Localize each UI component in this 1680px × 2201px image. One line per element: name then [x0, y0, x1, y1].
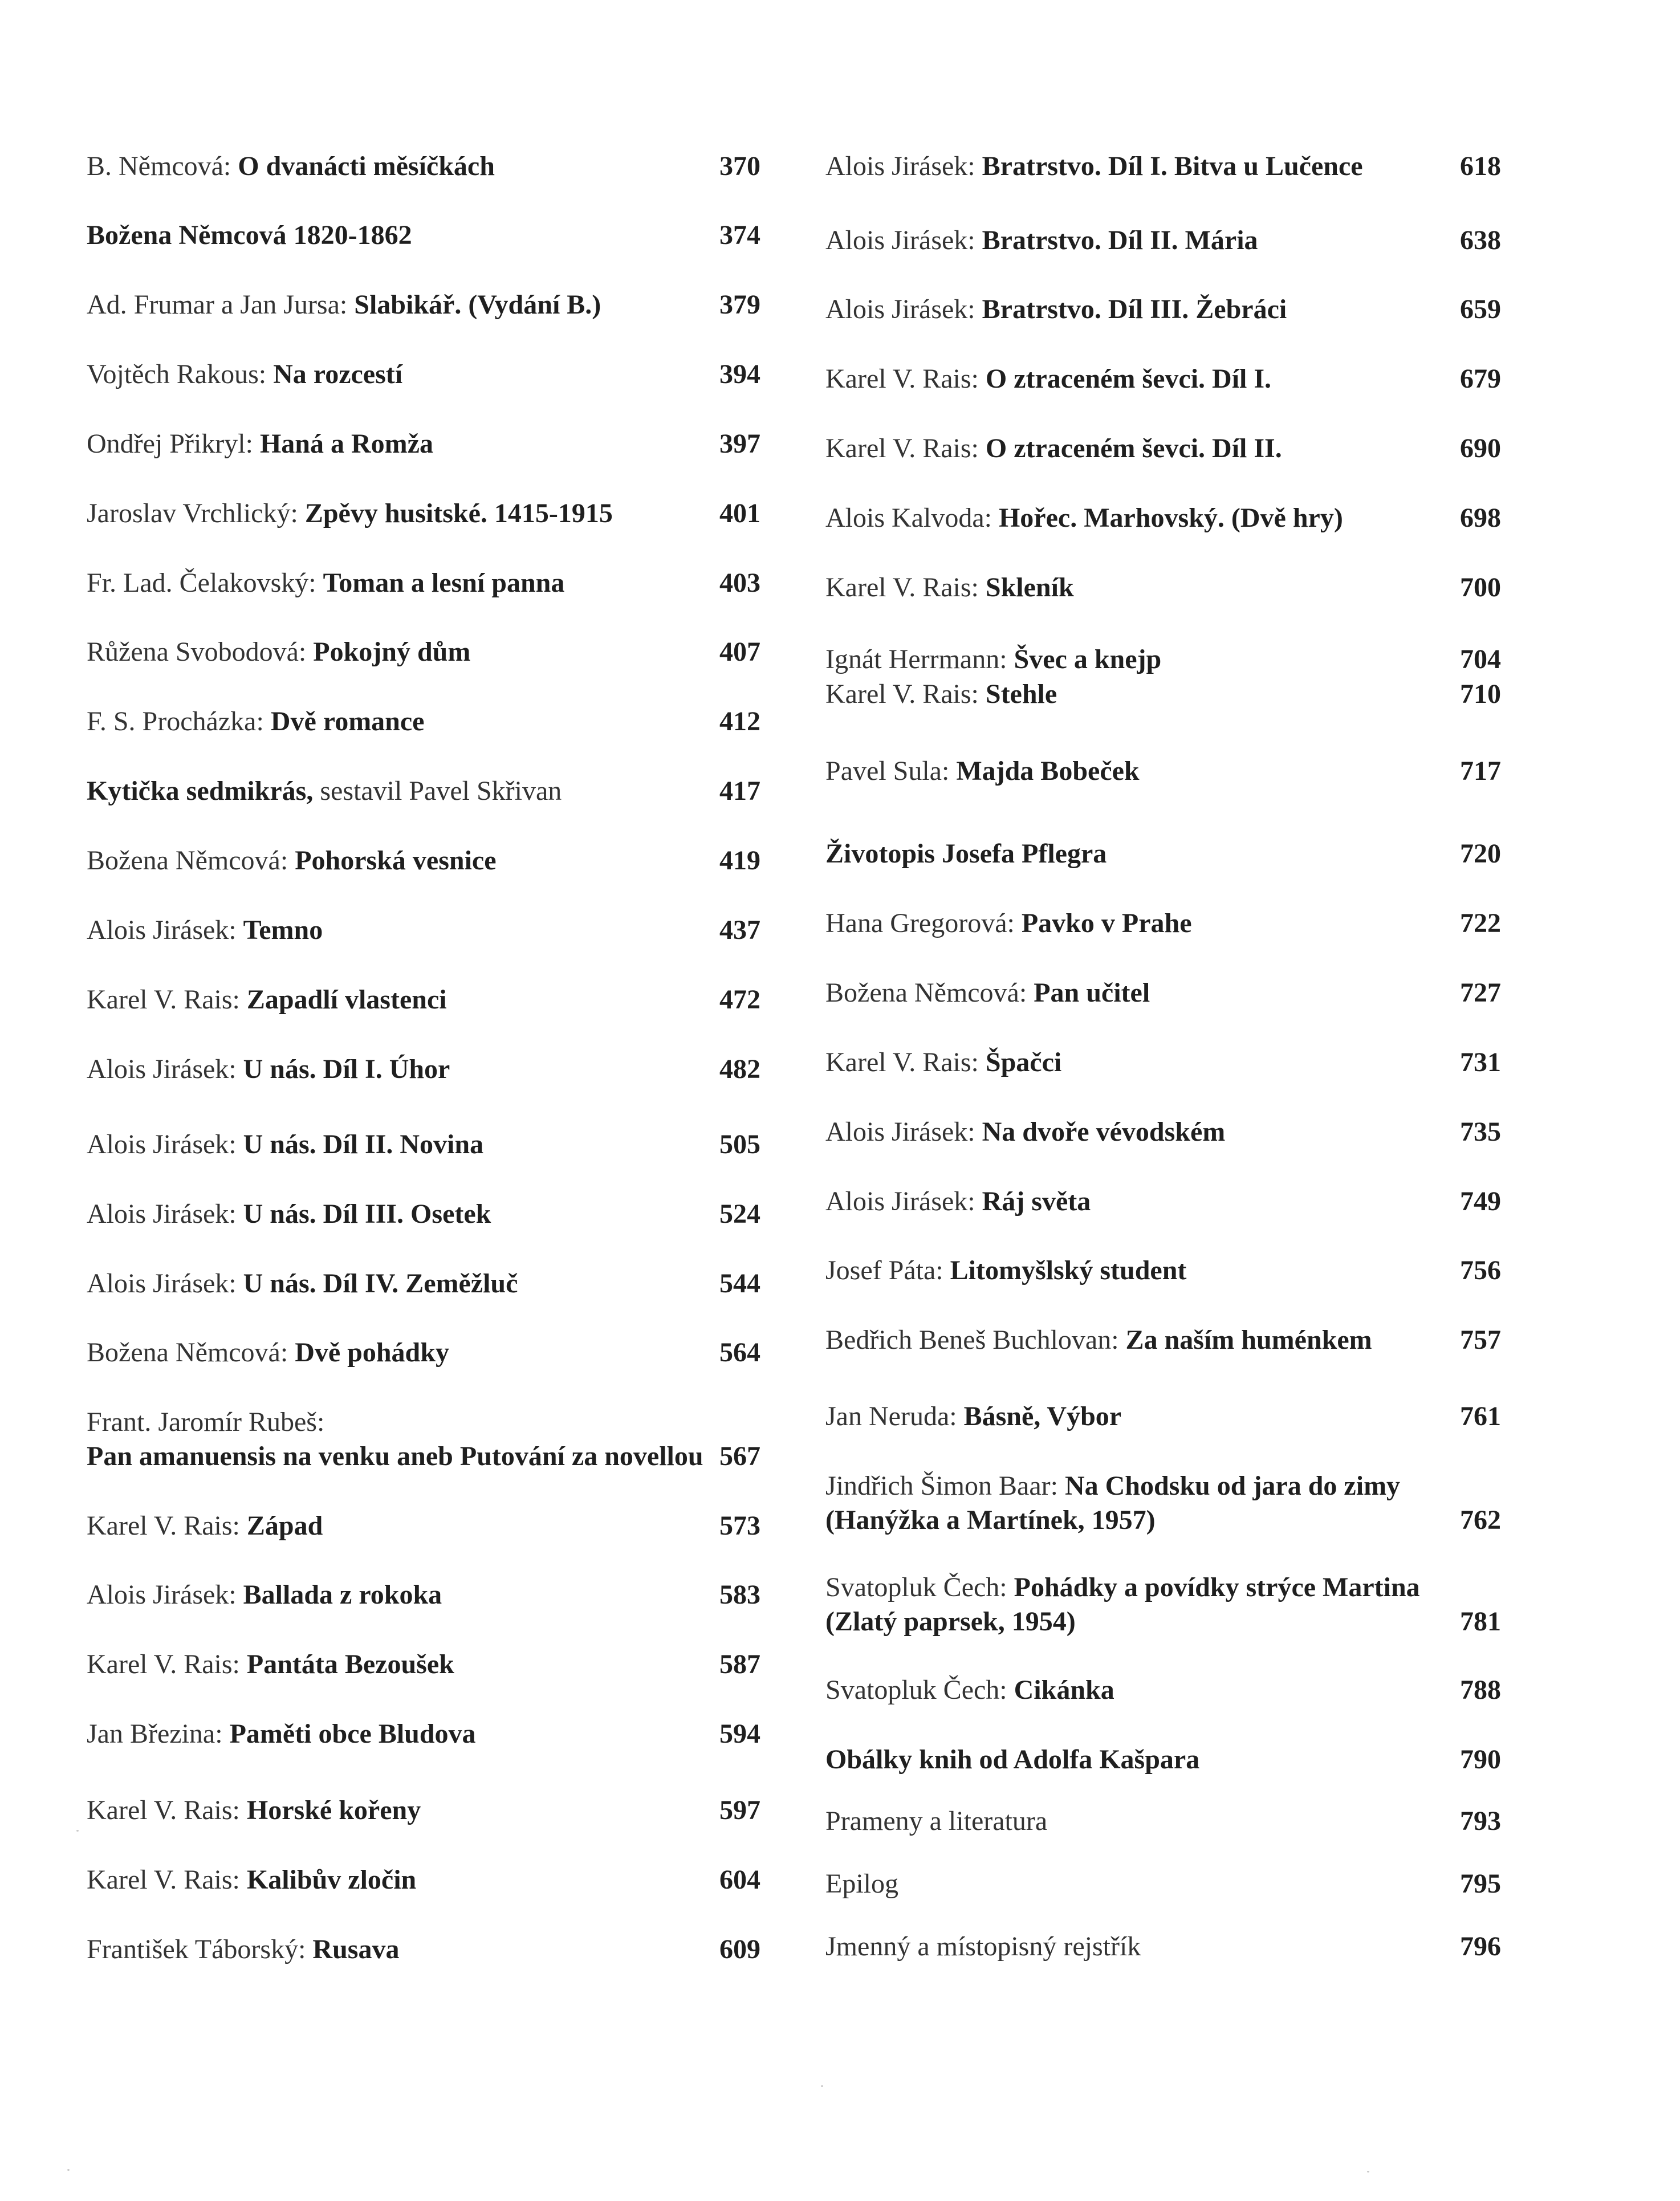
toc-title: Pan učitel	[1034, 978, 1150, 1008]
toc-page-number: 700	[1460, 572, 1501, 603]
toc-entry-line	[87, 1128, 760, 1162]
toc-author: Karel V. Rais:	[825, 364, 986, 394]
toc-entry	[87, 913, 760, 947]
toc-author: Ignát Herrmann:	[825, 644, 1014, 674]
toc-author: Alois Jirásek:	[87, 1054, 243, 1084]
toc-entry	[87, 1405, 760, 1474]
toc-entry-line	[87, 1578, 760, 1612]
toc-entry	[825, 837, 1501, 871]
toc-title: Božena Němcová 1820-1862	[87, 220, 412, 250]
toc-author: Jindřich Šimon Baar:	[825, 1471, 1065, 1501]
toc-entry-line	[825, 1804, 1501, 1838]
toc-entry	[825, 1115, 1501, 1149]
toc-entry	[825, 1469, 1501, 1537]
toc-entry-line	[825, 754, 1501, 788]
toc-title: Skleník	[985, 572, 1074, 603]
toc-page-number: 704	[1460, 644, 1501, 674]
toc-author: Karel V. Rais:	[825, 1047, 986, 1077]
toc-entry	[825, 754, 1501, 788]
toc-entry	[825, 1571, 1501, 1639]
toc-title: Básně, Výbor	[963, 1401, 1122, 1431]
toc-page-number: 564	[719, 1337, 760, 1368]
toc-entry-line	[87, 566, 760, 600]
toc-entry	[87, 1128, 760, 1162]
toc-author: Alois Jirásek:	[87, 1268, 243, 1299]
toc-entry-line	[87, 1647, 760, 1682]
toc-entry-line	[825, 362, 1501, 396]
toc-title: Zapadlí vlastenci	[246, 984, 447, 1015]
toc-entry	[87, 774, 760, 808]
toc-title: Pavko v Prahe	[1021, 908, 1192, 938]
toc-entry	[825, 432, 1501, 466]
toc-entry-line	[825, 501, 1501, 535]
scan-speck	[67, 2169, 70, 2171]
toc-author: Alois Jirásek:	[87, 1129, 243, 1160]
toc-author: Alois Jirásek:	[825, 151, 982, 181]
toc-title: Západ	[246, 1511, 323, 1541]
toc-title: Na Chodsku od jara do zimy	[1064, 1471, 1401, 1501]
toc-page-number: 374	[719, 220, 760, 250]
toc-author: Karel V. Rais:	[87, 1865, 247, 1895]
toc-author: Karel V. Rais:	[87, 1511, 247, 1541]
toc-entry-line	[825, 1673, 1501, 1707]
toc-entry-line	[87, 427, 760, 461]
toc-author: Karel V. Rais:	[87, 1649, 247, 1679]
toc-author: Alois Jirásek:	[87, 1199, 243, 1229]
toc-page-number: 698	[1460, 503, 1501, 533]
toc-entry	[87, 705, 760, 739]
toc-entry-line	[87, 218, 760, 253]
toc-title: Horské kořeny	[246, 1795, 421, 1825]
toc-entry-line	[825, 1469, 1501, 1503]
toc-entry-line	[87, 1863, 760, 1897]
toc-entry-line	[87, 1336, 760, 1370]
toc-entry	[825, 1804, 1501, 1838]
toc-title: Pan amanuensis na venku aneb Putování za novellou	[87, 1441, 703, 1471]
toc-title: Pantáta Bezoušek	[246, 1649, 454, 1679]
toc-page-number: 638	[1460, 225, 1501, 255]
toc-author: Fr. Lad. Čelakovský:	[87, 568, 323, 598]
toc-page-number: 790	[1460, 1744, 1501, 1775]
toc-title: (Zlatý paprsek, 1954)	[825, 1606, 1076, 1637]
toc-entry-line	[87, 1267, 760, 1301]
toc-entry	[87, 1052, 760, 1087]
toc-title: Životopis Josefa Pflegra	[825, 839, 1107, 869]
toc-title: O ztraceném ševci. Díl I.	[985, 364, 1272, 394]
toc-page-number: 397	[719, 429, 760, 459]
toc-page-number: 679	[1460, 364, 1501, 394]
toc-entry-line	[825, 906, 1501, 941]
toc-entry	[825, 642, 1501, 677]
toc-page-number: 756	[1460, 1255, 1501, 1285]
toc-entry	[825, 976, 1501, 1010]
toc-entry	[87, 1863, 760, 1897]
toc-entry	[87, 427, 760, 461]
toc-page-number: 524	[719, 1199, 760, 1229]
toc-entry	[87, 218, 760, 253]
toc-entry-line	[825, 1045, 1501, 1080]
toc-entry	[87, 1267, 760, 1301]
toc-entry	[825, 223, 1501, 258]
toc-author: František Táborský:	[87, 1934, 313, 1964]
toc-entry-line	[825, 571, 1501, 605]
toc-entry	[825, 1254, 1501, 1288]
toc-page-number: 370	[719, 151, 760, 181]
toc-entry-line	[87, 288, 760, 322]
toc-page-number: 717	[1460, 756, 1501, 786]
toc-page-number: 659	[1460, 294, 1501, 324]
scan-speck	[76, 1830, 79, 1832]
toc-page-number: 437	[719, 915, 760, 945]
toc-title: Dvě pohádky	[295, 1337, 449, 1368]
toc-author: Svatopluk Čech:	[825, 1572, 1014, 1602]
toc-entry-line	[825, 976, 1501, 1010]
toc-page-number: 727	[1460, 978, 1501, 1008]
toc-entry	[825, 1399, 1501, 1434]
toc-author: Hana Gregorová:	[825, 908, 1022, 938]
toc-entry-line	[87, 1052, 760, 1087]
toc-author: Vojtěch Rakous:	[87, 359, 274, 389]
toc-author: Karel V. Rais:	[825, 679, 986, 709]
toc-page-number: 762	[1460, 1505, 1501, 1535]
toc-entry	[87, 1647, 760, 1682]
toc-entry-line	[87, 774, 760, 808]
toc-page-number: 609	[719, 1934, 760, 1964]
toc-entry-line	[825, 1571, 1501, 1605]
toc-entry-line	[87, 705, 760, 739]
scan-speck	[1367, 2171, 1369, 2172]
toc-title: Zpěvy husitské. 1415-1915	[304, 498, 613, 528]
toc-entry-line	[87, 497, 760, 531]
toc-entry-line	[825, 1254, 1501, 1288]
toc-author: Alois Jirásek:	[87, 1580, 243, 1610]
toc-page-number: 781	[1460, 1606, 1501, 1637]
toc-author: Alois Jirásek:	[825, 294, 982, 324]
toc-entry-line	[87, 1933, 760, 1967]
toc-title: Na rozcestí	[273, 359, 403, 389]
toc-author: Karel V. Rais:	[87, 1795, 247, 1825]
toc-title: Haná a Romža	[259, 429, 433, 459]
toc-author: Epilog	[825, 1869, 898, 1899]
toc-editor-note: sestavil Pavel Skřivan	[313, 776, 562, 806]
toc-entry-line	[825, 677, 1501, 711]
toc-title: Obálky knih od Adolfa Kašpara	[825, 1744, 1200, 1775]
toc-title: Kytička sedmikrás,	[87, 776, 314, 806]
toc-author: Ad. Frumar a Jan Jursa:	[87, 290, 355, 320]
toc-entry	[825, 571, 1501, 605]
toc-entry-line	[825, 223, 1501, 258]
toc-title: Litomyšlský student	[950, 1255, 1187, 1285]
toc-entry	[825, 1743, 1501, 1777]
toc-entry-line	[825, 432, 1501, 466]
toc-page-number: 544	[719, 1268, 760, 1299]
toc-page-number: 401	[719, 498, 760, 528]
toc-entry-line	[825, 1743, 1501, 1777]
toc-title: Špačci	[985, 1047, 1062, 1077]
toc-title: Pohádky a povídky strýce Martina	[1014, 1572, 1420, 1602]
toc-entry	[825, 1867, 1501, 1901]
toc-entry	[87, 288, 760, 322]
toc-page-number: 618	[1460, 151, 1501, 181]
toc-entry	[825, 149, 1501, 184]
toc-page-number: 379	[719, 290, 760, 320]
toc-title: U nás. Díl II. Novina	[243, 1129, 484, 1160]
toc-title: U nás. Díl I. Úhor	[243, 1054, 450, 1084]
toc-page-number: 587	[719, 1649, 760, 1679]
toc-page-number: 720	[1460, 839, 1501, 869]
toc-title: O ztraceném ševci. Díl II.	[985, 433, 1282, 463]
toc-page-number: 583	[719, 1580, 760, 1610]
toc-title: Pokojný dům	[313, 637, 471, 667]
toc-entry	[825, 906, 1501, 941]
toc-entry	[87, 1578, 760, 1612]
toc-entry-line	[825, 292, 1501, 327]
toc-page-number: 597	[719, 1795, 760, 1825]
toc-title: Stehle	[985, 679, 1057, 709]
toc-entry	[87, 149, 760, 184]
toc-page-number: 412	[719, 706, 760, 737]
toc-entry-line	[825, 642, 1501, 677]
toc-entry-line	[825, 1867, 1501, 1901]
toc-title: U nás. Díl III. Osetek	[243, 1199, 491, 1229]
toc-author: Alois Jirásek:	[87, 915, 243, 945]
toc-author: Božena Němcová:	[825, 978, 1034, 1008]
toc-title: Majda Bobeček	[956, 756, 1140, 786]
toc-entry-line	[87, 1439, 760, 1474]
toc-title: Cikánka	[1014, 1675, 1114, 1705]
toc-entry-line	[825, 1399, 1501, 1434]
toc-title: Švec a knejp	[1014, 644, 1162, 674]
toc-page-number: 594	[719, 1719, 760, 1749]
toc-page-number: 761	[1460, 1401, 1501, 1431]
toc-author: Pavel Sula:	[825, 756, 957, 786]
toc-title: O dvanácti měsíčkách	[238, 151, 495, 181]
toc-author: Karel V. Rais:	[825, 572, 986, 603]
toc-title: U nás. Díl IV. Zeměžluč	[243, 1268, 518, 1299]
toc-page-number: 419	[719, 845, 760, 876]
toc-title: Bratrstvo. Díl III. Žebráci	[982, 294, 1287, 324]
toc-entry-line	[825, 1605, 1501, 1639]
toc-page-number: 417	[719, 776, 760, 806]
toc-page-number: 788	[1460, 1675, 1501, 1705]
toc-entry-line	[87, 149, 760, 184]
toc-entry	[825, 292, 1501, 327]
toc-entry-line	[87, 357, 760, 392]
toc-entry-line	[825, 837, 1501, 871]
toc-author: Frant. Jaromír Rubeš:	[87, 1407, 325, 1437]
toc-entry	[825, 1045, 1501, 1080]
toc-page-number: 567	[719, 1441, 760, 1471]
toc-entry-line	[825, 1115, 1501, 1149]
toc-page-number: 710	[1460, 679, 1501, 709]
toc-page-number: 731	[1460, 1047, 1501, 1077]
toc-page-number: 793	[1460, 1806, 1501, 1836]
toc-author: Jmenný a místopisný rejstřík	[825, 1931, 1141, 1962]
toc-entry-line	[825, 149, 1501, 184]
toc-entry-line	[825, 1930, 1501, 1964]
toc-entry	[87, 1509, 760, 1543]
toc-entry	[87, 566, 760, 600]
toc-author: F. S. Procházka:	[87, 706, 271, 737]
toc-page-number: 482	[719, 1054, 760, 1084]
toc-author: Alois Jirásek:	[825, 1117, 982, 1147]
toc-title: Temno	[243, 915, 323, 945]
toc-entry-line	[87, 635, 760, 669]
toc-entry	[825, 1930, 1501, 1964]
toc-entry-line	[825, 1185, 1501, 1219]
toc-author: Jan Březina:	[87, 1719, 230, 1749]
toc-entry-line	[87, 913, 760, 947]
toc-title: Ballada z rokoka	[243, 1580, 442, 1610]
toc-author: Bedřich Beneš Buchlovan:	[825, 1325, 1126, 1355]
toc-author: Svatopluk Čech:	[825, 1675, 1014, 1705]
toc-entry-line	[87, 1793, 760, 1828]
toc-entry	[87, 1793, 760, 1828]
toc-entry-line	[87, 1197, 760, 1231]
toc-title: Ráj světa	[982, 1186, 1091, 1217]
toc-title: Na dvoře vévodském	[982, 1117, 1226, 1147]
toc-page-number: 735	[1460, 1117, 1501, 1147]
toc-entry	[87, 844, 760, 878]
toc-entry	[87, 1197, 760, 1231]
toc-entry-line	[87, 1509, 760, 1543]
toc-page-number: 690	[1460, 433, 1501, 463]
toc-page-number: 407	[719, 637, 760, 667]
toc-title: Bratrstvo. Díl II. Mária	[982, 225, 1258, 255]
toc-title: (Hanýžka a Martínek, 1957)	[825, 1505, 1156, 1535]
toc-entry	[87, 497, 760, 531]
toc-entry-line	[87, 983, 760, 1017]
toc-author: B. Němcová:	[87, 151, 238, 181]
scan-speck	[821, 2085, 823, 2087]
toc-title: Bratrstvo. Díl I. Bitva u Lučence	[982, 151, 1363, 181]
toc-entry	[87, 357, 760, 392]
toc-entry	[825, 1673, 1501, 1707]
toc-page-number: 796	[1460, 1931, 1501, 1962]
toc-entry	[825, 677, 1501, 711]
toc-entry	[87, 635, 760, 669]
toc-author: Alois Jirásek:	[825, 225, 982, 255]
toc-title: Toman a lesní panna	[323, 568, 565, 598]
toc-author: Božena Němcová:	[87, 845, 295, 876]
toc-author: Karel V. Rais:	[825, 433, 986, 463]
toc-entry	[825, 501, 1501, 535]
toc-title: Hořec. Marhovský. (Dvě hry)	[998, 503, 1343, 533]
toc-title: Kalibův zločin	[246, 1865, 417, 1895]
toc-author: Božena Němcová:	[87, 1337, 295, 1368]
toc-title: Rusava	[312, 1934, 400, 1964]
toc-page-number: 795	[1460, 1869, 1501, 1899]
toc-author: Ondřej Přikryl:	[87, 429, 260, 459]
toc-title: Dvě romance	[270, 706, 425, 737]
toc-entry-line	[87, 1405, 760, 1439]
toc-page-number: 505	[719, 1129, 760, 1160]
toc-entry-line	[87, 844, 760, 878]
toc-entry-line	[825, 1503, 1501, 1537]
toc-page-number: 722	[1460, 908, 1501, 938]
toc-page-number: 749	[1460, 1186, 1501, 1217]
toc-author: Alois Kalvoda:	[825, 503, 999, 533]
toc-entry	[87, 1933, 760, 1967]
toc-author: Karel V. Rais:	[87, 984, 247, 1015]
toc-author: Josef Páta:	[825, 1255, 950, 1285]
toc-author: Růžena Svobodová:	[87, 637, 314, 667]
toc-title: Slabikář. (Vydání B.)	[354, 290, 601, 320]
toc-author: Prameny a literatura	[825, 1806, 1048, 1836]
toc-entry	[825, 362, 1501, 396]
toc-page-number: 604	[719, 1865, 760, 1895]
toc-page-number: 573	[719, 1511, 760, 1541]
toc-page-number: 394	[719, 359, 760, 389]
toc-page-number: 472	[719, 984, 760, 1015]
toc-title: Za naším huménkem	[1125, 1325, 1372, 1355]
toc-entry	[87, 1717, 760, 1751]
toc-entry	[87, 983, 760, 1017]
toc-title: Paměti obce Bludova	[229, 1719, 476, 1749]
toc-page-number: 757	[1460, 1325, 1501, 1355]
toc-title: Pohorská vesnice	[295, 845, 497, 876]
toc-page-number: 403	[719, 568, 760, 598]
toc-author: Jan Neruda:	[825, 1401, 964, 1431]
toc-author: Jaroslav Vrchlický:	[87, 498, 305, 528]
toc-entry-line	[825, 1323, 1501, 1357]
toc-author: Alois Jirásek:	[825, 1186, 982, 1217]
toc-entry	[825, 1323, 1501, 1357]
toc-entry	[87, 1336, 760, 1370]
toc-entry-line	[87, 1717, 760, 1751]
toc-entry	[825, 1185, 1501, 1219]
